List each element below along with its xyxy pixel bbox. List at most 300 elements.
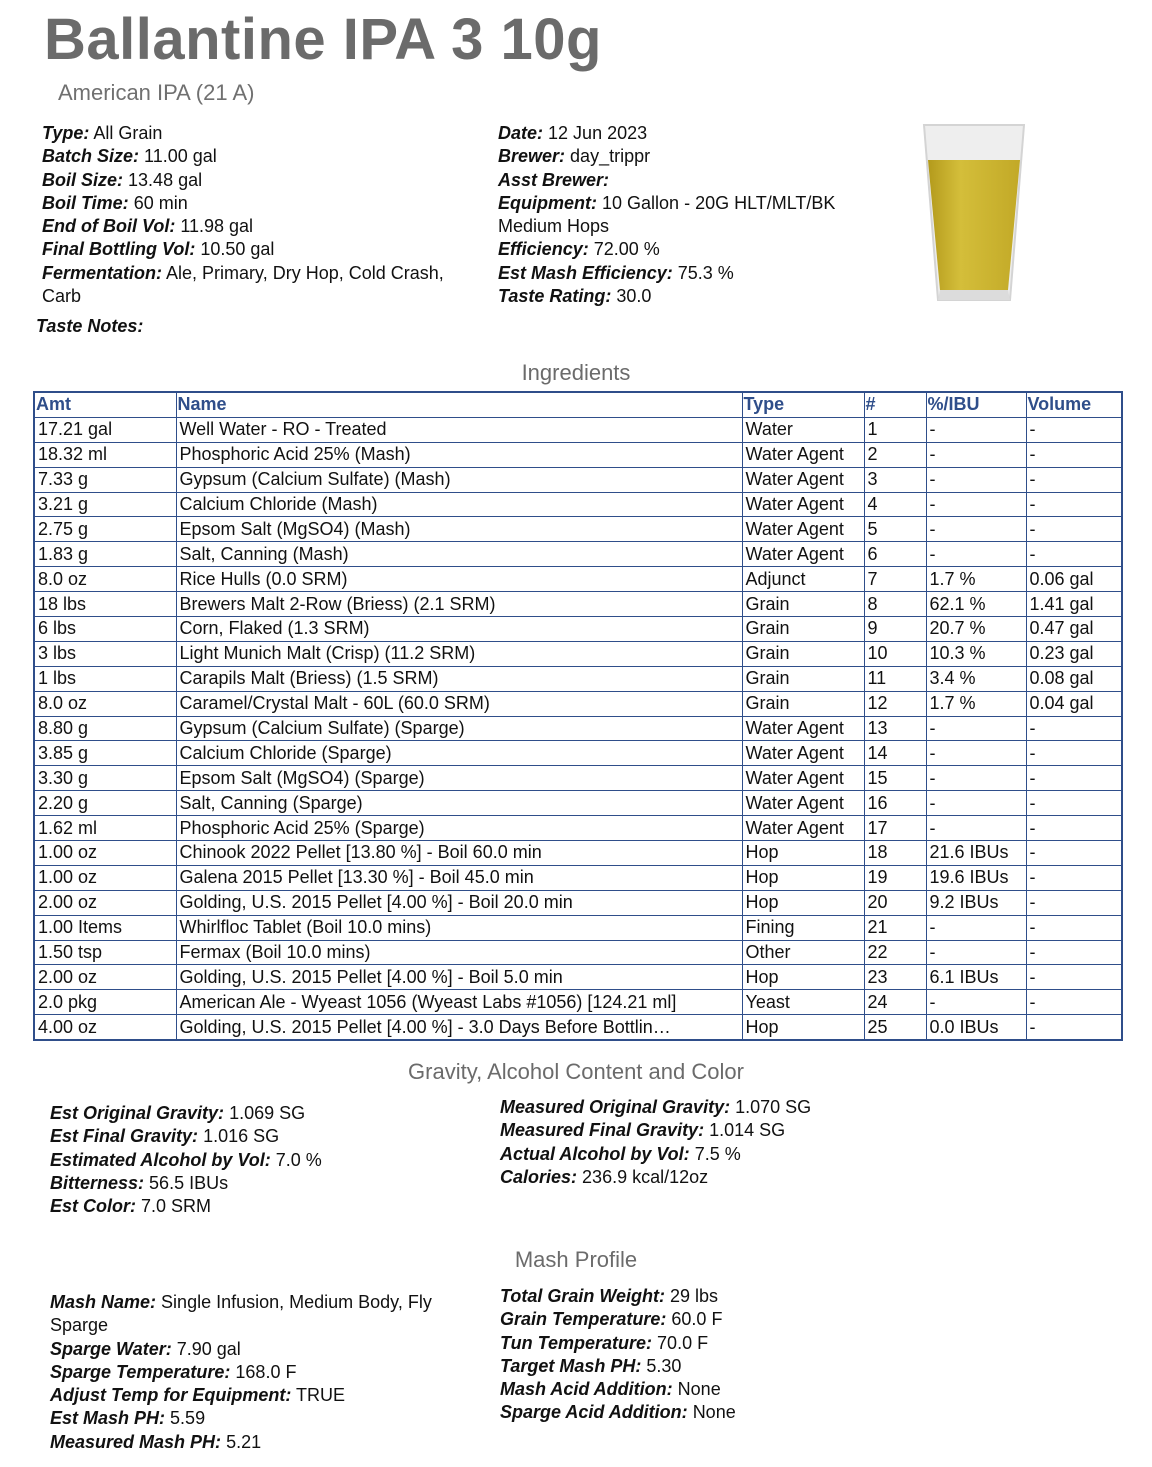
cell-type: Grain <box>742 641 864 666</box>
detail-row <box>42 122 462 145</box>
cell-type: Water Agent <box>742 766 864 791</box>
cell-percent-ibu: - <box>926 741 1026 766</box>
mash-heading: Mash Profile <box>514 1247 638 1272</box>
table-row <box>34 542 1122 567</box>
detail-label: Bitterness: <box>50 1172 145 1193</box>
cell-type: Water <box>742 417 864 442</box>
detail-row <box>498 262 898 285</box>
cell-percent-ibu: - <box>926 492 1026 517</box>
cell-percent-ibu: - <box>926 990 1026 1015</box>
table-row <box>34 965 1122 990</box>
cell-volume: - <box>1026 417 1122 442</box>
detail-value: 1.069 SG <box>229 1103 306 1123</box>
ingredients-table <box>33 391 1123 1041</box>
detail-label: Boil Size: <box>42 169 124 190</box>
detail-label: Sparge Temperature: <box>50 1361 231 1382</box>
cell-volume: - <box>1026 841 1122 866</box>
cell-percent-ibu: - <box>926 417 1026 442</box>
ingredients-body <box>34 417 1122 1040</box>
detail-value: 7.90 gal <box>176 1338 241 1359</box>
column-header-type: Type <box>742 392 864 417</box>
cell-percent-ibu: - <box>926 915 1026 940</box>
cell-percent-ibu: 21.6 IBUs <box>926 841 1026 866</box>
detail-value: 1.016 SG <box>203 1126 280 1147</box>
cell-type: Grain <box>742 666 864 691</box>
cell-amt: 1 lbs <box>34 666 176 691</box>
table-row <box>34 641 1122 666</box>
detail-label: End of Boil Vol: <box>42 216 176 237</box>
detail-row <box>498 285 898 308</box>
cell-type: Water Agent <box>742 816 864 841</box>
cell-type: Water Agent <box>742 716 864 741</box>
cell-number: 3 <box>864 467 926 492</box>
detail-label: Equipment: <box>498 192 597 213</box>
ingredients-header-row <box>34 392 1122 417</box>
detail-value: 11.00 gal <box>144 146 217 167</box>
cell-type: Water Agent <box>742 442 864 467</box>
cell-type: Fining <box>742 915 864 940</box>
cell-volume: - <box>1026 791 1122 816</box>
table-row <box>34 890 1122 915</box>
cell-amt: 1.00 Items <box>34 915 176 940</box>
detail-row <box>500 1332 940 1355</box>
cell-volume: - <box>1026 965 1122 990</box>
table-row <box>34 940 1122 965</box>
detail-value: None <box>677 1379 721 1400</box>
cell-type: Other <box>742 940 864 965</box>
detail-value: 56.5 IBUs <box>149 1172 229 1193</box>
mash-details-left <box>50 1291 490 1454</box>
cell-type: Water Agent <box>742 542 864 567</box>
table-row <box>34 741 1122 766</box>
cell-number: 12 <box>864 691 926 716</box>
detail-label: Batch Size: <box>42 146 140 167</box>
cell-number: 11 <box>864 666 926 691</box>
cell-name: Golding, U.S. 2015 Pellet [4.00 %] - Boil 20.0 min <box>176 890 742 915</box>
detail-row <box>50 1149 470 1172</box>
cell-name: Epsom Salt (MgSO4) (Sparge) <box>176 766 742 791</box>
cell-volume: - <box>1026 766 1122 791</box>
cell-number: 19 <box>864 865 926 890</box>
cell-number: 1 <box>864 417 926 442</box>
cell-percent-ibu: - <box>926 467 1026 492</box>
detail-row <box>50 1338 490 1361</box>
detail-value: 60.0 F <box>671 1309 723 1330</box>
cell-type: Grain <box>742 592 864 617</box>
detail-label: Target Mash PH: <box>500 1355 642 1376</box>
cell-amt: 3.85 g <box>34 741 176 766</box>
table-row <box>34 865 1122 890</box>
table-row <box>34 841 1122 866</box>
cell-name: Light Munich Malt (Crisp) (11.2 SRM) <box>176 641 742 666</box>
detail-row <box>500 1355 940 1378</box>
cell-number: 24 <box>864 990 926 1015</box>
cell-name: Caramel/Crystal Malt - 60L (60.0 SRM) <box>176 691 742 716</box>
cell-percent-ibu: 1.7 % <box>926 691 1026 716</box>
cell-name: Well Water - RO - Treated <box>176 417 742 442</box>
detail-value: 236.9 kcal/12oz <box>582 1166 709 1187</box>
cell-percent-ibu: 19.6 IBUs <box>926 865 1026 890</box>
cell-volume: 1.41 gal <box>1026 592 1122 617</box>
detail-row <box>498 238 898 261</box>
cell-number: 17 <box>864 816 926 841</box>
cell-volume: - <box>1026 716 1122 741</box>
table-row <box>34 567 1122 592</box>
column-header-percent-ibu: %/IBU <box>926 392 1026 417</box>
detail-value: Single Infusion, Medium Body, Fly Sparge <box>50 1292 432 1336</box>
cell-name: Phosphoric Acid 25% (Sparge) <box>176 816 742 841</box>
column-header-number: # <box>864 392 926 417</box>
detail-value: 5.59 <box>170 1408 206 1429</box>
cell-amt: 2.0 pkg <box>34 990 176 1015</box>
table-row <box>34 915 1122 940</box>
cell-type: Water Agent <box>742 492 864 517</box>
detail-label: Sparge Water: <box>50 1338 172 1359</box>
cell-amt: 6 lbs <box>34 617 176 642</box>
detail-row <box>42 215 462 238</box>
detail-row <box>50 1195 470 1218</box>
cell-amt: 2.00 oz <box>34 890 176 915</box>
cell-percent-ibu: 6.1 IBUs <box>926 965 1026 990</box>
cell-type: Adjunct <box>742 567 864 592</box>
cell-percent-ibu: - <box>926 816 1026 841</box>
recipe-details-right <box>498 122 898 308</box>
column-header-name: Name <box>176 392 742 417</box>
cell-volume: 0.47 gal <box>1026 617 1122 642</box>
table-row <box>34 417 1122 442</box>
cell-number: 10 <box>864 641 926 666</box>
detail-row <box>498 122 898 145</box>
cell-number: 16 <box>864 791 926 816</box>
detail-row <box>42 238 462 261</box>
table-row <box>34 467 1122 492</box>
cell-amt: 8.0 oz <box>34 691 176 716</box>
detail-row <box>500 1166 940 1189</box>
detail-value: 10 Gallon - 20G HLT/MLT/BK Medium Hops <box>498 192 836 237</box>
table-row <box>34 592 1122 617</box>
cell-name: Golding, U.S. 2015 Pellet [4.00 %] - Boil 5.0 min <box>176 965 742 990</box>
detail-value: TRUE <box>296 1385 346 1406</box>
cell-name: Epsom Salt (MgSO4) (Mash) <box>176 517 742 542</box>
detail-value: 12 Jun 2023 <box>548 123 648 143</box>
detail-value: 11.98 gal <box>180 216 254 237</box>
cell-volume: - <box>1026 542 1122 567</box>
detail-label: Est Mash Efficiency: <box>498 262 673 283</box>
recipe-style: American IPA (21 A) <box>58 80 255 105</box>
cell-amt: 2.00 oz <box>34 965 176 990</box>
cell-name: Calcium Chloride (Mash) <box>176 492 742 517</box>
cell-number: 15 <box>864 766 926 791</box>
detail-label: Measured Final Gravity: <box>500 1120 705 1141</box>
cell-percent-ibu: 0.0 IBUs <box>926 1015 1026 1040</box>
cell-number: 13 <box>864 716 926 741</box>
cell-amt: 18.32 ml <box>34 442 176 467</box>
gravity-details-right <box>500 1096 940 1189</box>
detail-label: Est Color: <box>50 1196 137 1217</box>
gravity-heading: Gravity, Alcohol Content and Color <box>408 1059 744 1084</box>
cell-name: Golding, U.S. 2015 Pellet [4.00 %] - 3.0 Days Before Bottlin… <box>176 1015 742 1040</box>
cell-percent-ibu: 10.3 % <box>926 641 1026 666</box>
table-row <box>34 442 1122 467</box>
cell-type: Hop <box>742 841 864 866</box>
cell-name: Whirlfloc Tablet (Boil 10.0 mins) <box>176 915 742 940</box>
cell-percent-ibu: - <box>926 766 1026 791</box>
cell-amt: 1.50 tsp <box>34 940 176 965</box>
cell-number: 14 <box>864 741 926 766</box>
beer-glass-icon <box>922 122 1026 304</box>
detail-row <box>500 1119 940 1142</box>
cell-amt: 3.30 g <box>34 766 176 791</box>
cell-name: Fermax (Boil 10.0 mins) <box>176 940 742 965</box>
detail-label: Boil Time: <box>42 192 129 213</box>
table-row <box>34 517 1122 542</box>
cell-type: Yeast <box>742 990 864 1015</box>
detail-value: All Grain <box>93 123 163 143</box>
detail-label: Actual Alcohol by Vol: <box>500 1143 690 1164</box>
cell-percent-ibu: - <box>926 940 1026 965</box>
detail-value: 10.50 gal <box>200 239 275 260</box>
cell-volume: - <box>1026 517 1122 542</box>
detail-value: 5.30 <box>646 1355 682 1376</box>
cell-name: American Ale - Wyeast 1056 (Wyeast Labs #1056) [124.21 ml] <box>176 990 742 1015</box>
cell-amt: 8.80 g <box>34 716 176 741</box>
detail-label: Est Final Gravity: <box>50 1126 199 1147</box>
taste-notes <box>36 316 143 337</box>
table-row <box>34 617 1122 642</box>
detail-label: Total Grain Weight: <box>500 1286 665 1306</box>
detail-label: Estimated Alcohol by Vol: <box>50 1149 271 1170</box>
cell-percent-ibu: 1.7 % <box>926 567 1026 592</box>
table-row <box>34 492 1122 517</box>
cell-number: 5 <box>864 517 926 542</box>
detail-row <box>42 145 462 168</box>
cell-name: Brewers Malt 2-Row (Briess) (2.1 SRM) <box>176 592 742 617</box>
detail-row <box>498 169 898 192</box>
cell-name: Calcium Chloride (Sparge) <box>176 741 742 766</box>
cell-volume: - <box>1026 865 1122 890</box>
cell-amt: 1.00 oz <box>34 865 176 890</box>
taste-notes-label: Taste Notes: <box>36 316 144 336</box>
cell-number: 6 <box>864 542 926 567</box>
detail-row <box>42 262 462 309</box>
column-header-volume: Volume <box>1026 392 1122 417</box>
cell-amt: 3 lbs <box>34 641 176 666</box>
detail-label: Measured Mash PH: <box>50 1431 222 1452</box>
cell-type: Water Agent <box>742 741 864 766</box>
recipe-title: Ballantine IPA 3 10g <box>44 7 602 72</box>
cell-volume: - <box>1026 940 1122 965</box>
table-row <box>34 766 1122 791</box>
detail-value: 30.0 <box>616 286 652 307</box>
cell-amt: 3.21 g <box>34 492 176 517</box>
cell-name: Corn, Flaked (1.3 SRM) <box>176 617 742 642</box>
detail-row <box>50 1291 490 1338</box>
detail-row <box>500 1308 940 1331</box>
detail-row <box>500 1285 940 1308</box>
detail-value: 7.5 % <box>694 1143 741 1164</box>
detail-row <box>50 1407 490 1430</box>
cell-amt: 1.00 oz <box>34 841 176 866</box>
detail-row <box>50 1102 470 1125</box>
mash-details-right <box>500 1285 940 1425</box>
cell-volume: - <box>1026 915 1122 940</box>
detail-label: Est Mash PH: <box>50 1408 166 1429</box>
column-header-amt: Amt <box>34 392 176 417</box>
cell-percent-ibu: 20.7 % <box>926 617 1026 642</box>
cell-amt: 1.83 g <box>34 542 176 567</box>
cell-name: Salt, Canning (Mash) <box>176 542 742 567</box>
cell-percent-ibu: 62.1 % <box>926 592 1026 617</box>
cell-number: 25 <box>864 1015 926 1040</box>
cell-volume: 0.08 gal <box>1026 666 1122 691</box>
cell-number: 8 <box>864 592 926 617</box>
cell-amt: 2.20 g <box>34 791 176 816</box>
detail-label: Date: <box>498 123 544 143</box>
detail-row <box>42 169 462 192</box>
cell-percent-ibu: - <box>926 517 1026 542</box>
cell-number: 7 <box>864 567 926 592</box>
detail-row <box>42 192 462 215</box>
cell-amt: 8.0 oz <box>34 567 176 592</box>
detail-label: Efficiency: <box>498 239 589 260</box>
detail-row <box>50 1431 490 1454</box>
detail-row <box>498 145 898 168</box>
detail-label: Measured Original Gravity: <box>500 1097 731 1117</box>
cell-type: Hop <box>742 1015 864 1040</box>
detail-value: 168.0 F <box>235 1361 297 1382</box>
cell-amt: 2.75 g <box>34 517 176 542</box>
detail-value: 1.070 SG <box>735 1097 812 1117</box>
gravity-details-left <box>50 1102 470 1218</box>
cell-name: Gypsum (Calcium Sulfate) (Mash) <box>176 467 742 492</box>
detail-label: Calories: <box>500 1166 578 1187</box>
detail-label: Grain Temperature: <box>500 1309 667 1330</box>
detail-label: Sparge Acid Addition: <box>500 1402 688 1423</box>
cell-percent-ibu: 9.2 IBUs <box>926 890 1026 915</box>
detail-label: Final Bottling Vol: <box>42 239 196 260</box>
detail-label: Fermentation: <box>42 262 163 283</box>
detail-value: day_trippr <box>570 146 651 167</box>
cell-volume: 0.04 gal <box>1026 691 1122 716</box>
cell-volume: - <box>1026 990 1122 1015</box>
ingredients-heading: Ingredients <box>521 360 631 385</box>
detail-row <box>500 1401 940 1424</box>
detail-label: Type: <box>42 123 90 143</box>
cell-number: 4 <box>864 492 926 517</box>
cell-number: 23 <box>864 965 926 990</box>
cell-volume: - <box>1026 741 1122 766</box>
cell-volume: 0.06 gal <box>1026 567 1122 592</box>
cell-amt: 1.62 ml <box>34 816 176 841</box>
detail-row <box>498 192 898 239</box>
cell-volume: - <box>1026 816 1122 841</box>
cell-number: 21 <box>864 915 926 940</box>
detail-row <box>50 1384 490 1407</box>
detail-label: Tun Temperature: <box>500 1332 653 1353</box>
cell-number: 22 <box>864 940 926 965</box>
detail-value: 13.48 gal <box>128 169 203 190</box>
detail-value: 7.0 SRM <box>141 1196 212 1217</box>
cell-volume: - <box>1026 442 1122 467</box>
detail-row <box>500 1096 940 1119</box>
cell-amt: 7.33 g <box>34 467 176 492</box>
cell-amt: 18 lbs <box>34 592 176 617</box>
cell-percent-ibu: - <box>926 791 1026 816</box>
detail-value: 72.00 % <box>593 239 660 260</box>
detail-row <box>50 1361 490 1384</box>
detail-value: 5.21 <box>226 1431 262 1452</box>
cell-amt: 4.00 oz <box>34 1015 176 1040</box>
cell-type: Grain <box>742 691 864 716</box>
cell-volume: - <box>1026 1015 1122 1040</box>
cell-type: Hop <box>742 965 864 990</box>
detail-label: Asst Brewer: <box>498 169 610 190</box>
cell-percent-ibu: - <box>926 716 1026 741</box>
detail-label: Est Original Gravity: <box>50 1103 225 1123</box>
cell-type: Water Agent <box>742 791 864 816</box>
detail-value: 75.3 % <box>677 262 734 283</box>
detail-value: 7.0 % <box>275 1149 322 1170</box>
cell-name: Phosphoric Acid 25% (Mash) <box>176 442 742 467</box>
cell-name: Gypsum (Calcium Sulfate) (Sparge) <box>176 716 742 741</box>
cell-number: 20 <box>864 890 926 915</box>
cell-percent-ibu: - <box>926 442 1026 467</box>
detail-value: Ale, Primary, Dry Hop, Cold Crash, Carb <box>42 262 444 307</box>
cell-number: 9 <box>864 617 926 642</box>
detail-label: Adjust Temp for Equipment: <box>50 1385 292 1406</box>
cell-name: Salt, Canning (Sparge) <box>176 791 742 816</box>
table-row <box>34 666 1122 691</box>
cell-volume: - <box>1026 467 1122 492</box>
cell-type: Water Agent <box>742 517 864 542</box>
cell-percent-ibu: 3.4 % <box>926 666 1026 691</box>
table-row <box>34 716 1122 741</box>
table-row <box>34 691 1122 716</box>
cell-name: Carapils Malt (Briess) (1.5 SRM) <box>176 666 742 691</box>
cell-number: 18 <box>864 841 926 866</box>
table-row <box>34 1015 1122 1040</box>
detail-value: 60 min <box>133 192 188 213</box>
cell-volume: - <box>1026 890 1122 915</box>
detail-row <box>500 1378 940 1401</box>
cell-type: Grain <box>742 617 864 642</box>
detail-label: Taste Rating: <box>498 286 612 307</box>
table-row <box>34 791 1122 816</box>
cell-number: 2 <box>864 442 926 467</box>
detail-row <box>500 1143 940 1166</box>
cell-name: Chinook 2022 Pellet [13.80 %] - Boil 60.0 min <box>176 841 742 866</box>
detail-row <box>50 1125 470 1148</box>
cell-volume: - <box>1026 492 1122 517</box>
cell-percent-ibu: - <box>926 542 1026 567</box>
detail-row <box>50 1172 470 1195</box>
detail-label: Mash Acid Addition: <box>500 1379 673 1400</box>
detail-value: 29 lbs <box>670 1286 719 1306</box>
table-row <box>34 816 1122 841</box>
cell-type: Hop <box>742 890 864 915</box>
detail-label: Brewer: <box>498 146 566 167</box>
detail-value: 70.0 F <box>657 1332 709 1353</box>
detail-label: Mash Name: <box>50 1292 157 1312</box>
cell-name: Galena 2015 Pellet [13.30 %] - Boil 45.0 min <box>176 865 742 890</box>
cell-type: Water Agent <box>742 467 864 492</box>
cell-volume: 0.23 gal <box>1026 641 1122 666</box>
cell-amt: 17.21 gal <box>34 417 176 442</box>
cell-type: Hop <box>742 865 864 890</box>
recipe-details-left <box>42 122 462 308</box>
detail-value: 1.014 SG <box>709 1120 786 1141</box>
detail-value: None <box>692 1402 736 1423</box>
